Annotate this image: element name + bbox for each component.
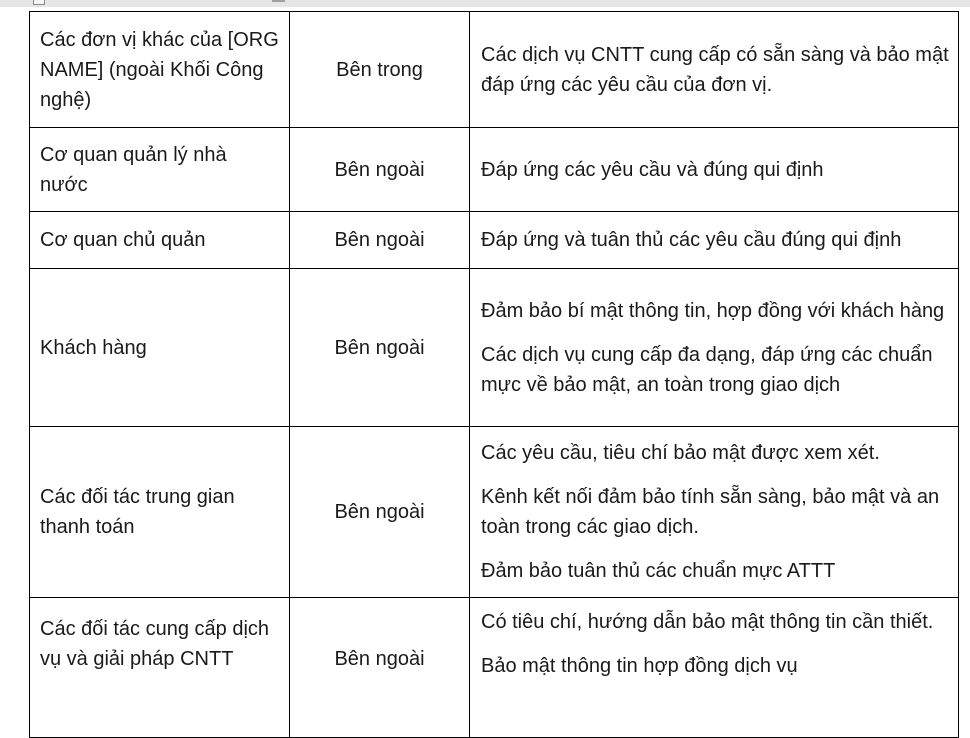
indent-marker-icon[interactable] xyxy=(33,0,45,5)
table-row xyxy=(30,128,959,212)
requirement-text: Các dịch vụ CNTT cung cấp có sẵn sàng và bảo mật đáp ứng các yêu cầu của đơn vị. xyxy=(481,43,949,96)
type-cell: Bên trong xyxy=(290,12,470,128)
type-cell: Bên ngoài xyxy=(290,269,470,427)
requirements-cell xyxy=(470,269,959,427)
column-marker-icon[interactable] xyxy=(272,0,285,2)
requirement-text: Bảo mật thông tin hợp đồng dịch vụ xyxy=(481,655,798,677)
requirements-cell xyxy=(470,12,959,128)
requirement-text: Đáp ứng và tuân thủ các yêu cầu đúng qui định xyxy=(481,229,902,251)
table-row xyxy=(30,12,959,128)
table-row xyxy=(30,269,959,427)
party-cell: Các đối tác cung cấp dịch vụ và giải pháp CNTT xyxy=(30,598,290,738)
table-row xyxy=(30,212,959,269)
table-row xyxy=(30,598,959,738)
type-cell: Bên ngoài xyxy=(290,212,470,269)
document-ruler xyxy=(0,0,970,7)
requirement-text: Đảm bảo tuân thủ các chuẩn mực ATTT xyxy=(481,560,836,582)
type-cell: Bên ngoài xyxy=(290,128,470,212)
requirements-cell xyxy=(470,212,959,269)
requirement-text: Các yêu cầu, tiêu chí bảo mật được xem xét. xyxy=(481,442,880,464)
type-cell: Bên ngoài xyxy=(290,427,470,598)
requirement-text: Có tiêu chí, hướng dẫn bảo mật thông tin cần thiết. xyxy=(481,611,934,633)
requirement-text: Đáp ứng các yêu cầu và đúng qui định xyxy=(481,158,824,181)
party-cell: Các đơn vị khác của [ORG NAME] (ngoài Khối Công nghệ) xyxy=(30,12,290,128)
party-cell: Cơ quan quản lý nhà nước xyxy=(30,128,290,212)
table-row xyxy=(30,427,959,598)
party-cell: Cơ quan chủ quản xyxy=(30,212,290,269)
stakeholder-requirements-table xyxy=(29,11,959,738)
type-cell: Bên ngoài xyxy=(290,598,470,738)
requirement-text: Kênh kết nối đảm bảo tính sẵn sàng, bảo mật và an toàn trong các giao dịch. xyxy=(481,486,940,538)
requirement-text: Đảm bảo bí mật thông tin, hợp đồng với khách hàng xyxy=(481,299,945,322)
requirement-text: Các dịch vụ cung cấp đa dạng, đáp ứng các chuẩn mực về bảo mật, an toàn trong giao dịch xyxy=(481,343,933,396)
requirements-cell xyxy=(470,128,959,212)
requirements-cell xyxy=(470,598,959,738)
party-cell: Khách hàng xyxy=(30,269,290,427)
requirements-cell xyxy=(470,427,959,598)
party-cell: Các đối tác trung gian thanh toán xyxy=(30,427,290,598)
